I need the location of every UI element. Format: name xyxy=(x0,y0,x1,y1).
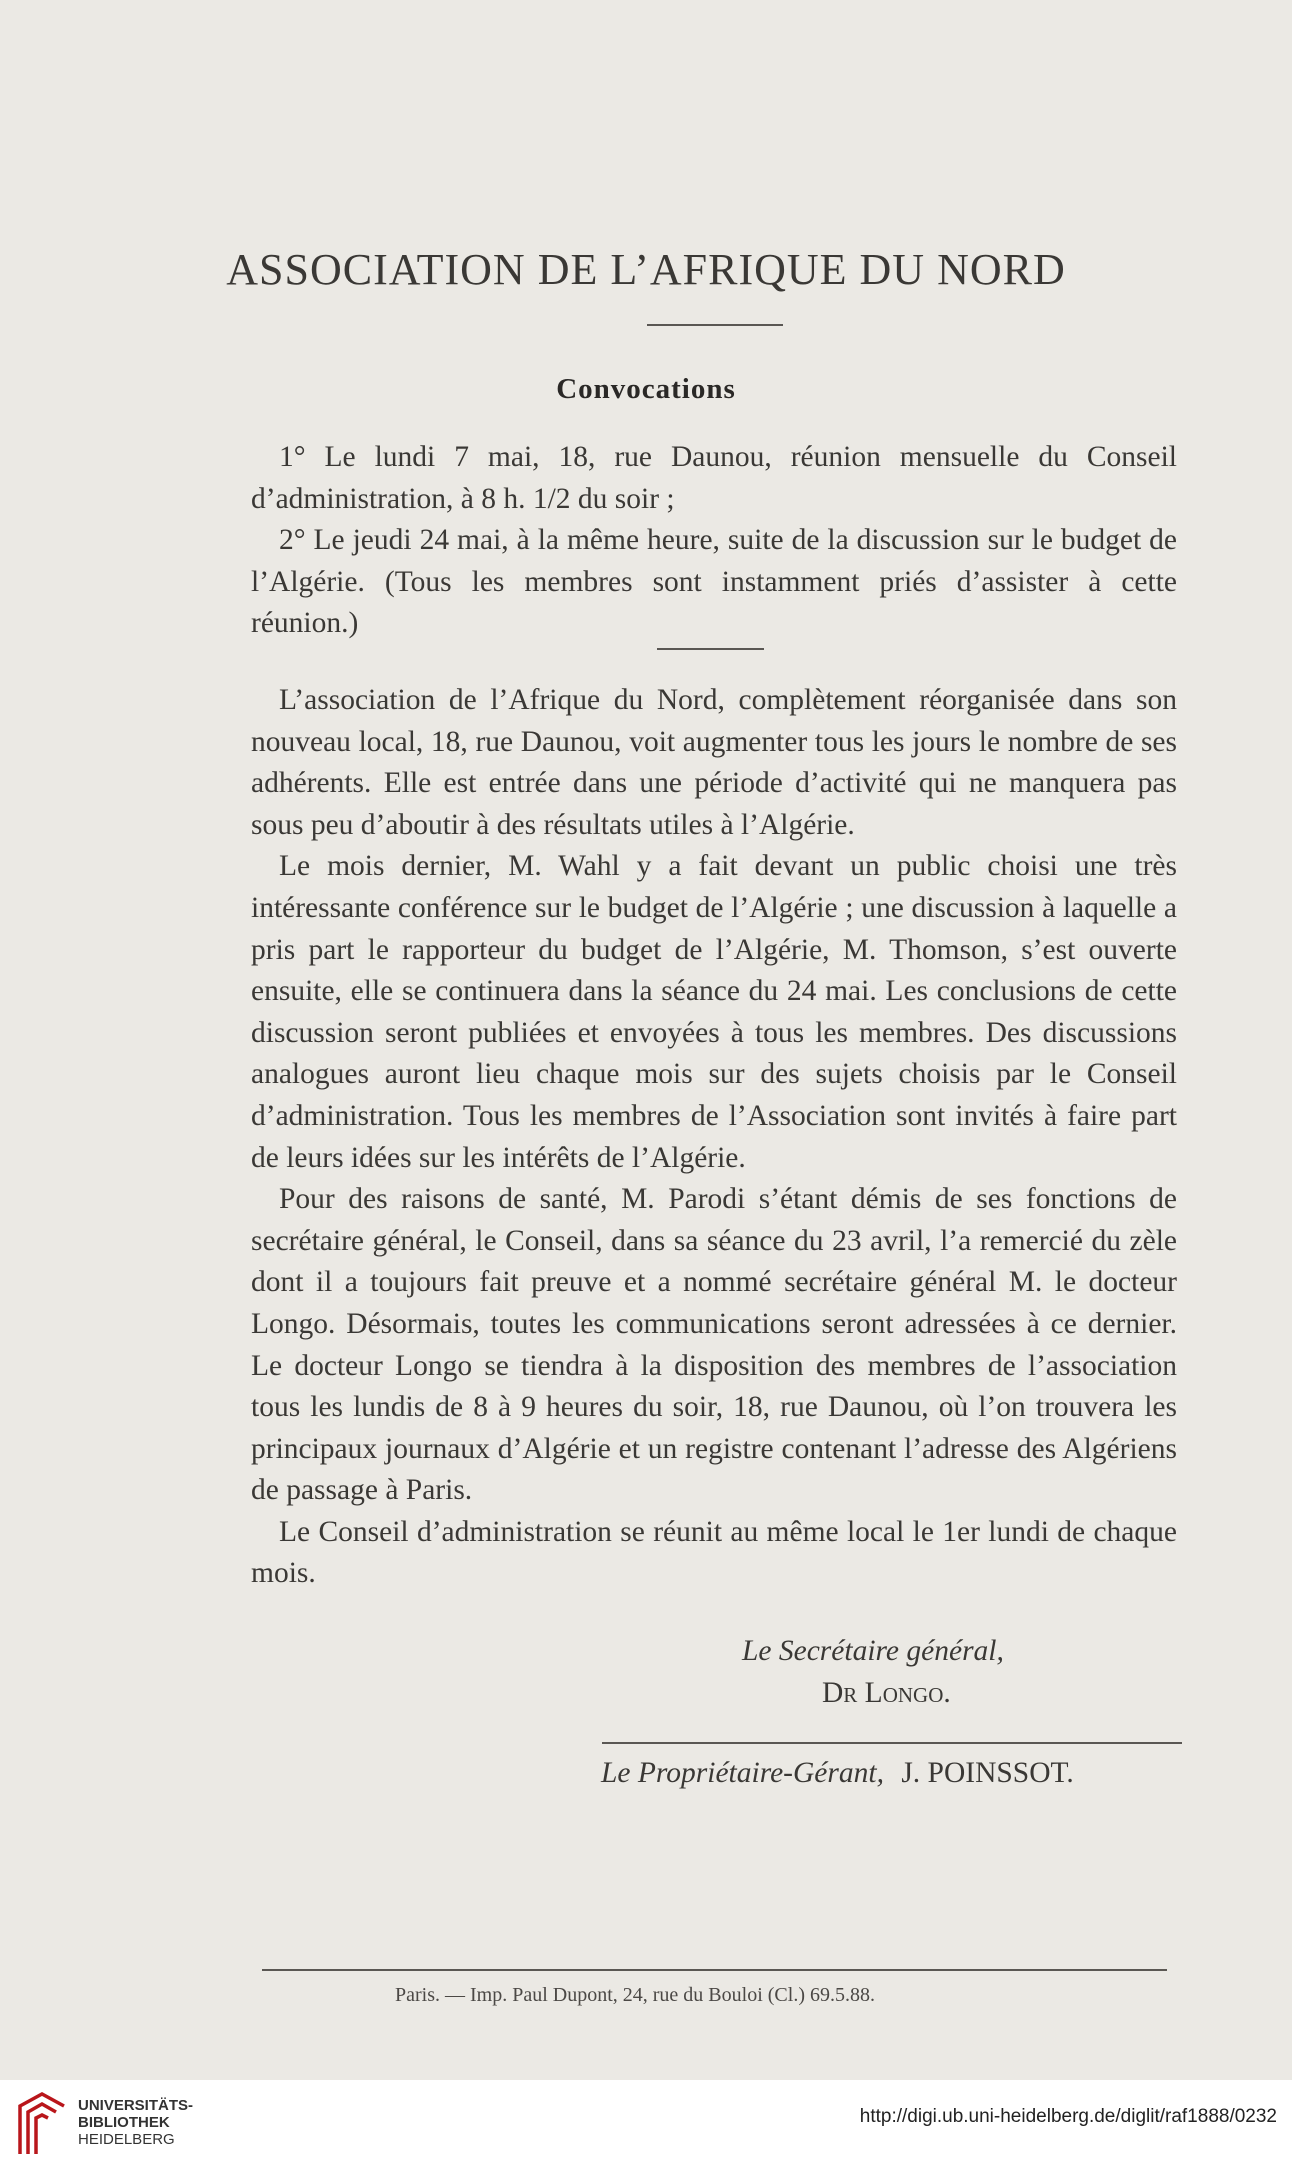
signature-rule xyxy=(602,1742,1182,1744)
paragraph-1: L’association de l’Afrique du Nord, complètement réorganisée dans son nouveau local, 18, rue Daunou, voit augmenter tous les jours le nombre de ses adhérents. Elle est entrée dans une période d’activité qui ne manquera pas sous peu d’aboutir à des résultats utiles à l’Algérie. xyxy=(251,684,1177,841)
printer-rule xyxy=(262,1969,1167,1971)
library-name: UNIVERSITÄTS- BIBLIOTHEK HEIDELBERG xyxy=(78,2097,194,2148)
title-rule xyxy=(647,324,783,326)
page-title: ASSOCIATION DE L’AFRIQUE DU NORD xyxy=(226,245,1066,294)
printer-imprint: Paris. — Imp. Paul Dupont, 24, rue du Bouloi (Cl.) 69.5.88. xyxy=(395,1984,875,2006)
gerant-line xyxy=(601,1757,1074,1790)
convocations-block xyxy=(251,437,1177,645)
signature-name: Dr Longo. xyxy=(822,1677,951,1709)
body-text xyxy=(251,680,1177,1595)
paragraph-4: Le Conseil d’administration se réunit au même local le 1er lundi de chaque mois. xyxy=(251,1515,1177,1590)
signature-role: Le Secrétaire général, xyxy=(742,1635,1004,1667)
gerant-label: Le Propriétaire-Gérant, xyxy=(601,1757,884,1789)
convocation-1: 1° Le lundi 7 mai, 18, rue Daunou, réunion mensuelle du Conseil d’administration, à 8 h. 1/2 du soir ; xyxy=(251,441,1177,515)
paragraph-2: Le mois dernier, M. Wahl y a fait devant un public choisi une très intéressante conférence sur le budget de l’Algérie ; une discussion à laquelle a pris part le rapporteur du budget de l’Algérie, M. Thomson, s’est ouverte ensuite, elle se continuera dans la séance du 24 mai. Les conclusions de cette discussion seront publiées et envoyées à tous les membres. Des discussions analogues auront lieu chaque mois sur des sujets choisis par le Conseil d’administration. Tous les membres de l’Association sont invités à faire part de leurs idées sur les intérêts de l’Algérie. xyxy=(251,850,1177,1174)
gerant-name: J. POINSSOT. xyxy=(901,1757,1074,1789)
convocation-2: 2° Le jeudi 24 mai, à la même heure, suite de la discussion sur le budget de l’Algérie. (Tous les membres sont instamment priés d’assister à cette réunion.) xyxy=(251,524,1177,640)
paragraph-3: Pour des raisons de santé, M. Parodi s’étant démis de ses fonctions de secrétaire général, le Conseil, dans sa séance du 23 avril, l’a remercié du zèle dont il a toujours fait preuve et a nommé secrétaire général M. le docteur Longo. Désormais, toutes les communications seront adressées à ce dernier. Le docteur Longo se tiendra à la disposition des membres de l’association tous les lundis de 8 à 9 heures du soir, 18, rue Daunou, où l’on trouvera les principaux journaux d’Algérie et un registre contenant l’adresse des Algériens de passage à Paris. xyxy=(251,1183,1177,1507)
source-url[interactable]: http://digi.ub.uni-heidelberg.de/diglit/raf1888/0232 xyxy=(859,2106,1277,2127)
section-heading: Convocations xyxy=(556,373,736,405)
library-logo-icon xyxy=(12,2088,72,2160)
section-rule xyxy=(657,648,764,650)
